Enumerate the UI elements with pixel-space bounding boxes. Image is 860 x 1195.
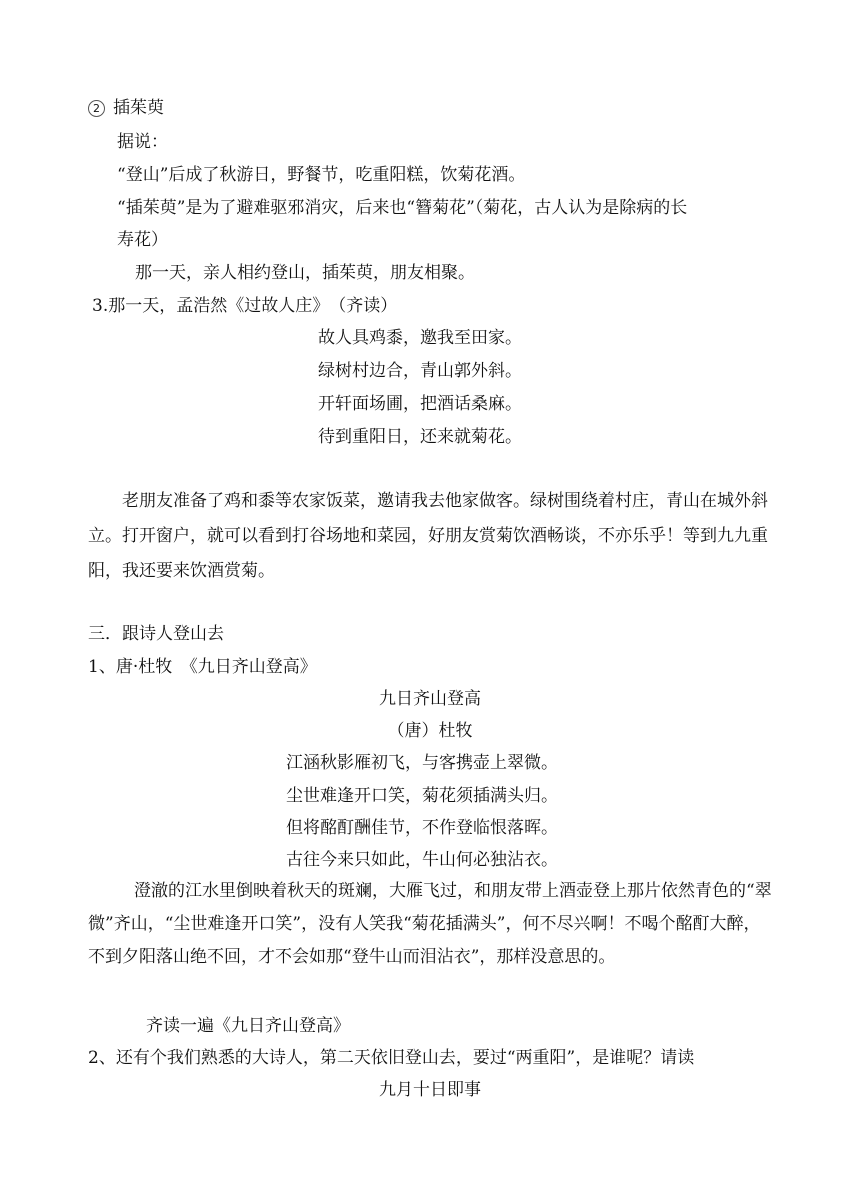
poem-title: 九日齐山登高 [379,689,481,709]
sub-heading: 1、唐·杜牧 《九日齐山登高》 [88,657,317,677]
translation-paragraph: 澄澈的江水里倒映着秋天的斑斓，大雁飞过，和朋友带上酒壶登上那片依然青色的“翠微”齐山，“尘世难逢开口笑”，没有人笑我“菊花插满头”，何不尽兴啊！不喝个酩酊大醉，不到夕阳落山绝不回，才不会如那“登牛山而泪沾衣”，那样没意思的。 [88,881,772,967]
poem-line: 待到重阳日，还来就菊花。 [318,427,522,447]
poem-line: 古往今来只如此，牛山何必独沾衣。 [286,850,558,870]
section-title: 插茱萸 [113,98,164,118]
poem-line: 开轩面场圃，把酒话桑麻。 [318,394,522,414]
text-line: 那一天，亲人相约登山，插茱萸，朋友相聚。 [135,263,475,283]
sub-heading: 2、还有个我们熟悉的大诗人，第二天依旧登山去，要过“两重阳”，是谁呢？请读 [88,1048,695,1068]
intro-line: 据说： [117,132,168,152]
poem-line: 绿树村边合，青山郭外斜。 [318,361,522,381]
item-heading: 3.那一天，孟浩然《过故人庄》 （齐读） [92,296,398,316]
part-heading: 三．跟诗人登山去 [88,624,224,644]
circled-number: 2 [88,100,105,117]
poem-line: 江涵秋影雁初飞，与客携壶上翠微。 [286,753,558,773]
text-line: 寿花） [117,230,168,250]
translation-paragraph: 老朋友准备了鸡和黍等农家饭菜，邀请我去他家做客。绿树围绕着村庄，青山在城外斜立。打开窗户，就可以看到打谷场地和菜园，好朋友赏菊饮酒畅谈，不亦乐乎！等到九九重阳，我还要来饮酒赏菊。 [88,491,768,581]
poem-title: 九月十日即事 [379,1080,481,1100]
poem-line: 但将酩酊酬佳节，不作登临恨落晖。 [286,818,558,838]
poem-line: 尘世难逢开口笑，菊花须插满头归。 [286,786,558,806]
section-heading [88,96,164,120]
poem-line: 故人具鸡黍，邀我至田家。 [318,328,522,348]
poem-author: （唐）杜牧 [387,721,473,741]
text-line: “登山”后成了秋游日，野餐节，吃重阳糕，饮菊花酒。 [117,165,526,185]
read-together-line: 齐读一遍《九日齐山登高》 [146,1016,350,1036]
text-line: “插茱萸”是为了避难驱邪消灾，后来也“簪菊花”（菊花，古人认为是除病的长 [117,198,688,218]
